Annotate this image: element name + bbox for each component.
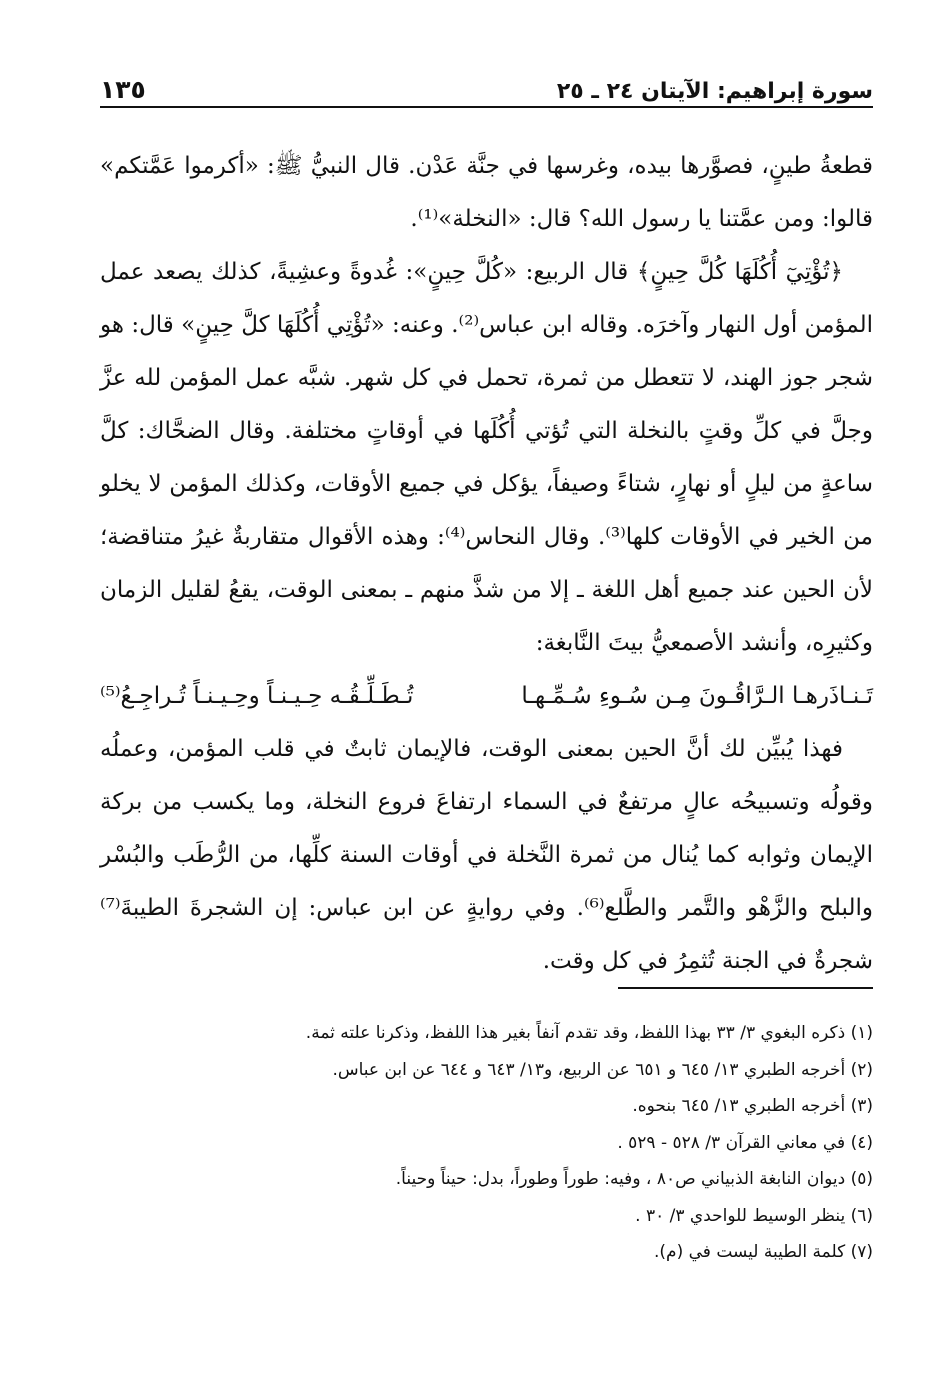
footnote-3: (٣) أخرجه الطبري ١٣/ ٦٤٥ بنحوه. <box>632 1096 873 1116</box>
paragraph-3: فهذا يُبيِّن لك أنَّ الحين بمعنى الوقت، فالإيمان ثابتٌ في قلب المؤمن، وعملُه وقولُه وتسبيحُه عالٍ مرتفعٌ في السماء ارتفاعَ فروع النخلة، وما يكسب من بركة الإيمان وثوابه كما يُنال من ثمرة النَّخلة في أوقات السنة كلِّها، من الرُّطَب والبُسْر والبلح والزَّهْو والتَّمر والطَّلع⁽⁶⁾. وفي روايةٍ عن ابن عباس: إن الشجرةَ الطيبةَ⁽⁷⁾ شجرةٌ في الجنة تُثمِرُ في كل وقت. <box>100 736 873 974</box>
paragraph-2: ﴿تُؤْتِيٓ أُكُلَهَا كُلَّ حِينٍ﴾ قال الربيع: «كُلَّ حِينٍ»: غُدوةً وعشِيةً، كذلك يصعد عمل المؤمن أول النهار وآخرَه. وقاله ابن عباس⁽²⁾. وعنه: «تُؤْتِي أُكُلَهَا كلَّ حِينٍ» قال: هو شجر جوز الهند، لا تتعطل من ثمرة، تحمل في كل شهر. شبَّه عمل المؤمن لله عزَّ وجلَّ في كلِّ وقتٍ بالنخلة التي تُؤتي أُكُلَها في أوقاتٍ مختلفة. وقال الضحَّاك: كلَّ ساعةٍ من ليلٍ أو نهارٍ، شتاءً وصيفاً، يؤكل في جميع الأوقات، وكذلك المؤمن لا يخلو من الخير في الأوقات كلها⁽³⁾. وقال النحاس⁽⁴⁾: وهذه الأقوال متقاربةٌ غيرُ متناقضة؛ لأن الحين عند جميع أهل اللغة ـ إلا من شذَّ منهم ـ بمعنى الوقت، يقعُ لقليل الزمان وكثيرِه، وأنشد الأصمعيُّ بيتَ النَّابغة: <box>100 259 873 656</box>
header-rule <box>100 106 873 108</box>
footnote-1: (١) ذكره البغوي ٣/ ٣٣ بهذا اللفظ، وقد تقدم آنفاً بغير هذا اللفظ، وذكرنا علته ثمة. <box>305 1023 873 1043</box>
header-title: سورة إبراهيم: الآيتان ٢٤ ـ ٢٥ <box>556 79 873 104</box>
paragraph-1: قطعةُ طينٍ، فصوَّرها بيده، وغرسها في جنَّة عَدْن. قال النبيُّ ﷺ: «أكرموا عَمَّتكم» قالوا: ومن عمَّتنا يا رسول الله؟ قال: «النخلة»⁽¹⁾. <box>100 153 873 232</box>
page-number: ١٣٥ <box>100 75 146 104</box>
footnote-4: (٤) في معاني القرآن ٣/ ٥٢٨ - ٥٢٩ . <box>617 1132 873 1153</box>
footnote-6: (٦) ينظر الوسيط للواحدي ٣/ ٣٠ . <box>635 1205 873 1226</box>
verse-first-hemistich: تَـنـاذَرهـا الـرَّاقُـونَ مِـن سُـوءِ سُـمِّـهـا <box>521 683 873 709</box>
footnote-rule <box>618 987 873 989</box>
poetry-verse <box>100 670 873 723</box>
main-text <box>100 140 873 988</box>
footnotes <box>100 1015 873 1271</box>
footnote-5: (٥) ديوان النابغة الذبياني ص٨٠ ، وفيه: طوراً وطوراً، بدل: حيناً وحيناً. <box>395 1169 873 1189</box>
verse-second-hemistich: تُـطَـلِّـقُـه حِـيـنـاً وحِـيـنـاً تُـراجِـعُ⁽⁵⁾ <box>100 683 414 709</box>
footnote-7: (٧) كلمة الطيبة ليست في (م). <box>654 1242 873 1262</box>
footnote-2: (٢) أخرجه الطبري ١٣/ ٦٤٥ و ٦٥١ عن الربيع، و١٣/ ٦٤٣ و ٦٤٤ عن ابن عباس. <box>332 1059 873 1080</box>
running-header <box>100 60 873 104</box>
